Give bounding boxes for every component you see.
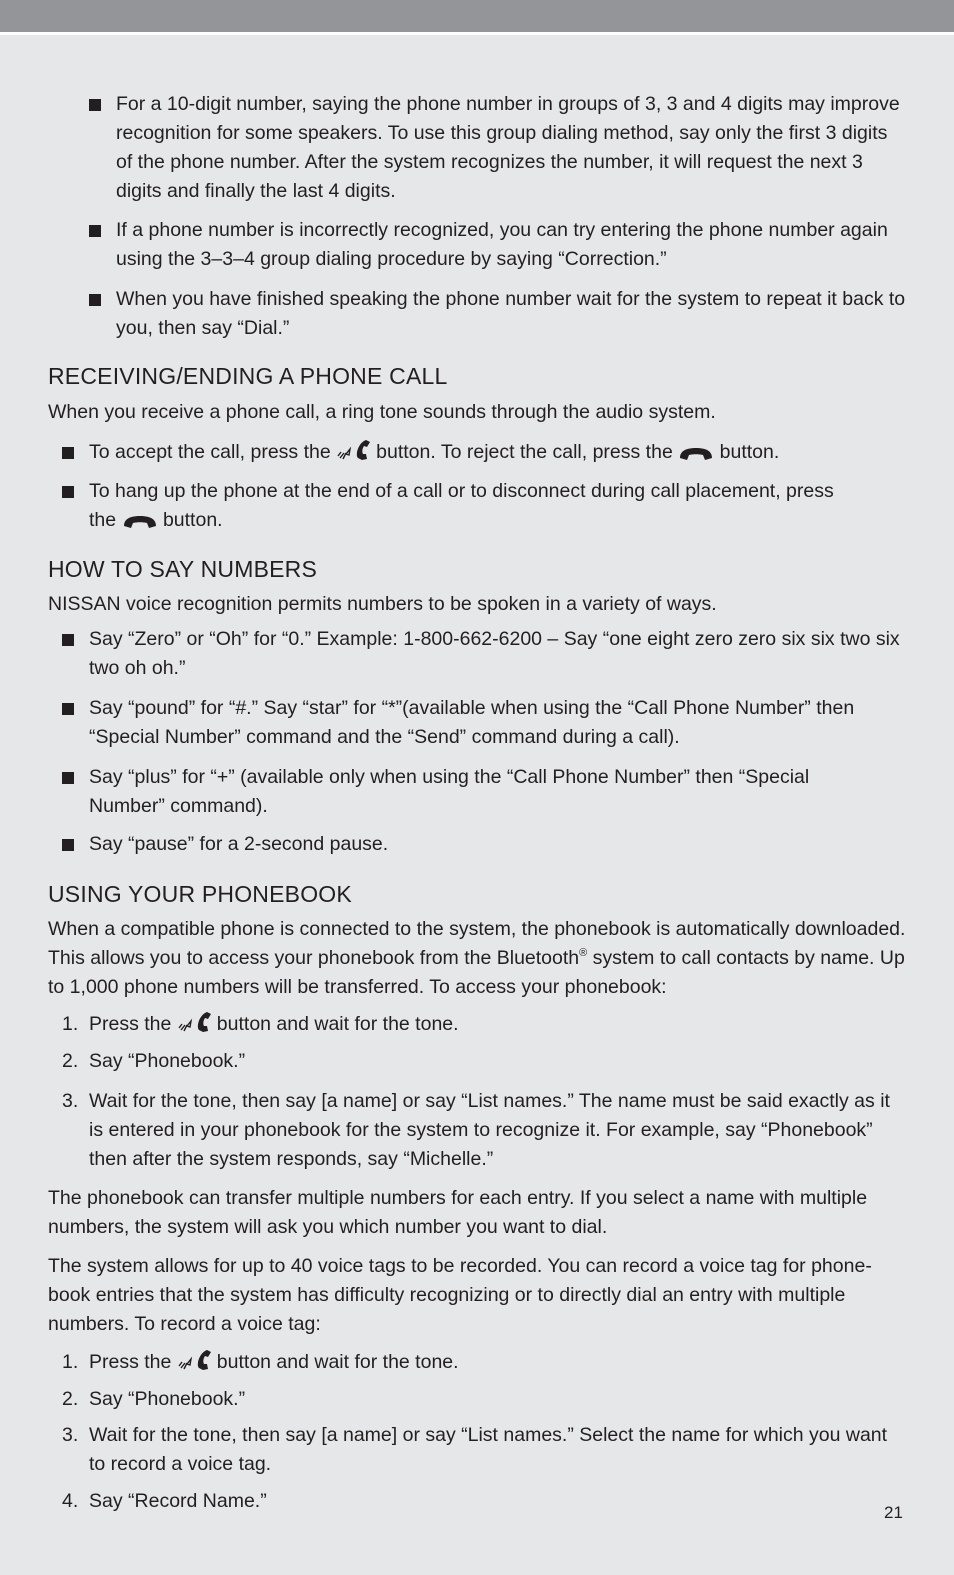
text-run: button. — [162, 509, 223, 531]
bullet-square-icon — [62, 438, 74, 459]
list-item-text: If a phone number is incorrectly recognized, you can try entering the phone number again using the 3–3–4 group dialing procedure by saying “Correction.” — [116, 219, 888, 270]
list-item-text: Say “Phonebook.” — [89, 1388, 246, 1410]
step-number: 2. — [62, 1388, 79, 1410]
numbers-intro: NISSAN voice recognition permits numbers to be spoken in a variety of ways. — [48, 593, 717, 615]
talk-phone-icon — [336, 438, 376, 471]
list-item-text: For a 10-digit number, saying the phone number in groups of 3, 3 and 4 digits may improve recognition for some speakers. To use this group dialing method, say only the first 3 digits of the phone number. After the system recognizes the number, it will request the next 3 digits and finally the last 4 digits. — [116, 93, 900, 202]
list-item-text: Say “pound” for “#.” Say “star” for “*”(available when using the “Call Phone Number” then “Special Number” command and the “Send” command during a call). — [89, 697, 855, 748]
text-run: When a compatible phone is connected to the system, the phonebook is automatically downloaded. This allows you to access your phonebook from the Bluetooth — [48, 918, 906, 969]
text-run: To hang up the phone at the end of a call or to disconnect during call placement, press the — [89, 480, 834, 531]
list-item-text — [89, 1348, 889, 1381]
list-item-text — [89, 1010, 889, 1043]
section-heading-receiving: RECEIVING/ENDING A PHONE CALL — [48, 363, 448, 389]
page-number: 21 — [884, 1503, 903, 1522]
list-item-text: Wait for the tone, then say [a name] or say “List names.” Select the name for which you want to record a voice tag. — [89, 1424, 888, 1475]
text-run: button. — [719, 441, 780, 463]
list-item-text: Say “Record Name.” — [89, 1490, 267, 1512]
hang-up-icon — [678, 442, 714, 471]
registered-mark: ® — [579, 947, 588, 959]
list-item-text: Say “plus” for “+” (available only when using the “Call Phone Number” then “Special Number” command). — [89, 766, 810, 817]
list-item-text — [89, 477, 859, 539]
bullet-square-icon — [89, 216, 101, 237]
step-number: 3. — [62, 1090, 79, 1112]
step-number: 3. — [62, 1424, 79, 1446]
bullet-square-icon — [62, 625, 74, 646]
text-run: Press the — [89, 1351, 172, 1373]
text-run: button and wait for the tone. — [216, 1351, 459, 1373]
text-run: button. To reject the call, press the — [376, 441, 673, 463]
list-item-text: Wait for the tone, then say [a name] or say “List names.” The name must be said exactly as it is entered in your phonebook for the system to recognize it. For example, say “Phonebook” then after the system responds, say “Michelle.” — [89, 1090, 890, 1170]
header-rule — [0, 32, 954, 35]
text-run: To accept the call, press the — [89, 441, 331, 463]
bullet-square-icon — [89, 90, 101, 111]
list-item-text: When you have finished speaking the phone number wait for the system to repeat it back to you, then say “Dial.” — [116, 288, 906, 339]
text-run: system to call contacts by name. Up to 1,000 phone numbers will be transferred. To access your phonebook: — [48, 947, 905, 998]
list-item-text: Say “pause” for a 2-second pause. — [89, 833, 389, 855]
step-number: 2. — [62, 1050, 79, 1072]
bullet-square-icon — [62, 694, 74, 715]
step-number: 1. — [62, 1351, 79, 1373]
text-run: Press the — [89, 1013, 172, 1035]
header-bar — [0, 0, 954, 32]
phonebook-para-3: The system allows for up to 40 voice tags to be recorded. You can record a voice tag for phone-book entries that the system has difficulty recognizing or to directly dial an entry with multiple numbers. To record a voice tag: — [48, 1255, 872, 1335]
step-number: 1. — [62, 1013, 79, 1035]
bullet-square-icon — [62, 763, 74, 784]
section-heading-numbers: HOW TO SAY NUMBERS — [48, 556, 317, 582]
talk-phone-icon — [177, 1348, 217, 1381]
bullet-square-icon — [89, 285, 101, 306]
list-item-text — [89, 438, 909, 471]
receiving-intro: When you receive a phone call, a ring tone sounds through the audio system. — [48, 401, 716, 423]
hang-up-icon — [122, 510, 158, 539]
step-number: 4. — [62, 1490, 79, 1512]
bullet-square-icon — [62, 477, 74, 498]
talk-phone-icon — [177, 1010, 217, 1043]
text-run: button and wait for the tone. — [216, 1013, 459, 1035]
list-item-text: Say “Phonebook.” — [89, 1050, 246, 1072]
phonebook-para-2: The phonebook can transfer multiple numbers for each entry. If you select a name with multiple numbers, the system will ask you which number you want to dial. — [48, 1187, 868, 1238]
list-item-text: Say “Zero” or “Oh” for “0.” Example: 1-800-662-6200 – Say “one eight zero zero six six two six two oh oh.” — [89, 628, 900, 679]
section-heading-phonebook: USING YOUR PHONEBOOK — [48, 881, 352, 907]
phonebook-intro — [48, 915, 918, 1002]
bullet-square-icon — [62, 830, 74, 851]
